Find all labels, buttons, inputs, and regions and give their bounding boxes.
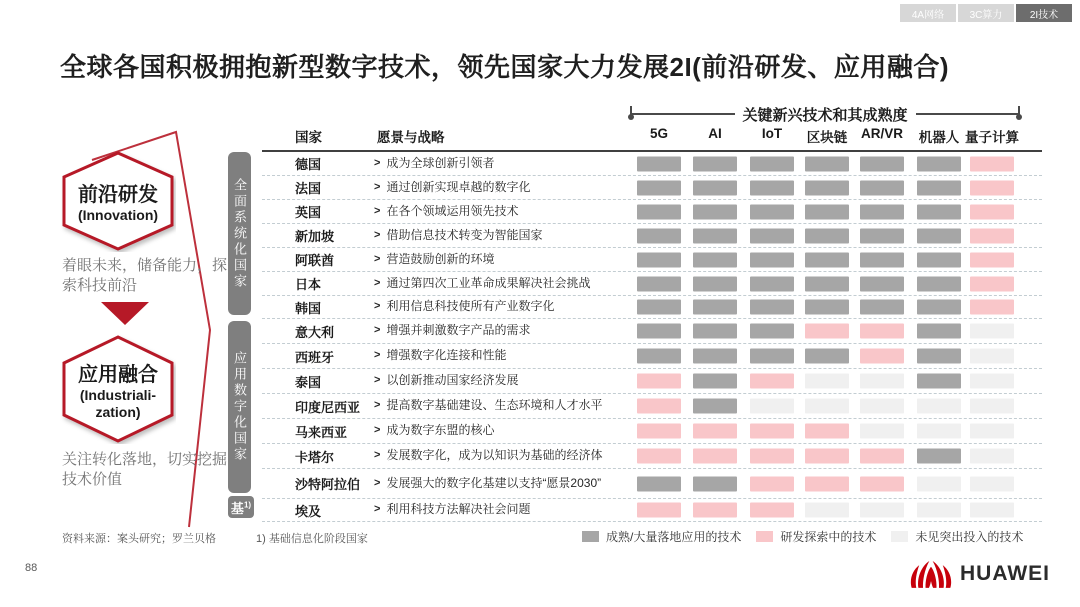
legend-label-none: 未见突出投入的技术 (915, 530, 1024, 544)
tech-cell-量子计算 (970, 204, 1014, 219)
table-row (262, 444, 1042, 469)
huawei-logo (910, 558, 1050, 590)
tech-cell-量子计算 (970, 300, 1014, 315)
tech-cell-5G (637, 374, 681, 389)
tech-cell-AI (693, 156, 737, 171)
stage1-name: 前沿研发 (78, 184, 158, 207)
footnote: 1) 基础信息化阶段国家 (256, 533, 368, 545)
vision-cell (374, 398, 612, 414)
tech-cell-量子计算 (970, 449, 1014, 464)
vision-bullet: > (374, 252, 381, 265)
tech-cell-量子计算 (970, 424, 1014, 439)
vision-bullet: > (374, 204, 381, 217)
country-name: 埃及 (295, 503, 322, 519)
vision-bullet: > (374, 399, 381, 412)
bracket-right-tick (1018, 106, 1020, 116)
vision-text: 增强并刺激数字产品的需求 (386, 323, 531, 338)
table-row (262, 419, 1042, 444)
tech-cell-IoT (750, 156, 794, 171)
tech-cell-量子计算 (970, 349, 1014, 364)
table-row (262, 224, 1042, 248)
country-name: 西班牙 (295, 349, 335, 365)
tech-cell-机器人 (917, 399, 961, 414)
tech-cell-AI (693, 300, 737, 315)
vision-bullet: > (374, 180, 381, 193)
tech-cell-区块链 (805, 204, 849, 219)
vision-cell (374, 373, 612, 389)
tech-cell-机器人 (917, 204, 961, 219)
table-row (262, 248, 1042, 272)
header-country: 国家 (295, 130, 322, 145)
tech-cell-AR/VR (860, 503, 904, 518)
stage2-en-name: (Industriali-zation) (79, 387, 157, 420)
vision-cell (374, 276, 612, 292)
tech-cell-AI (693, 324, 737, 339)
maturity-legend (582, 528, 1023, 545)
tech-cell-AI (693, 374, 737, 389)
stage-industrialization-hexagon (60, 334, 176, 444)
tech-cell-AR/VR (860, 252, 904, 267)
header-vision: 愿景与战略 (377, 130, 445, 145)
tech-cell-量子计算 (970, 503, 1014, 518)
vision-cell (374, 299, 612, 315)
stage2-name: 应用融合 (78, 364, 158, 387)
vision-text: 提高数字基础建设、生态环境和人才水平 (386, 398, 603, 413)
tech-cell-量子计算 (970, 324, 1014, 339)
bracket-left-tick (630, 106, 632, 116)
tech-cell-量子计算 (970, 476, 1014, 491)
tech-cell-AR/VR (860, 399, 904, 414)
header-tech-机器人: 机器人 (918, 130, 960, 145)
header-tech-5G: 5G (649, 126, 668, 141)
tab-4a-network[interactable]: 4A网络 (900, 4, 956, 22)
legend-swatch-none (891, 531, 908, 542)
vision-cell (374, 323, 612, 339)
tech-cell-机器人 (917, 156, 961, 171)
group-bar-application-countries (228, 321, 251, 493)
tech-cell-AR/VR (860, 449, 904, 464)
tech-cell-AR/VR (860, 180, 904, 195)
tech-cell-5G (637, 204, 681, 219)
tech-cell-5G (637, 424, 681, 439)
page-number: 88 (25, 562, 38, 574)
tech-cell-5G (637, 300, 681, 315)
tech-cell-IoT (750, 204, 794, 219)
tech-cell-5G (637, 228, 681, 243)
tech-cell-区块链 (805, 503, 849, 518)
vision-text: 以创新推动国家经济发展 (386, 373, 519, 388)
tech-cell-AI (693, 399, 737, 414)
tech-cell-机器人 (917, 300, 961, 315)
vision-text: 发展数字化，成为以知识为基础的经济体 (386, 448, 603, 463)
tab-3c-computing[interactable]: 3C算力 (958, 4, 1014, 22)
country-name: 英国 (295, 205, 322, 220)
stage1-description: 着眼未来，储备能力，探索科技前沿 (62, 257, 228, 294)
tech-cell-量子计算 (970, 252, 1014, 267)
group-bar-systematic-countries (228, 152, 251, 315)
table-row (262, 296, 1042, 319)
vision-bullet: > (374, 156, 381, 169)
vision-bullet: > (374, 300, 381, 313)
header-tech-IoT: IoT (761, 126, 783, 141)
country-name: 泰国 (295, 374, 322, 390)
tech-cell-AI (693, 276, 737, 291)
tech-cell-IoT (750, 276, 794, 291)
table-header (262, 126, 1042, 150)
tech-cell-IoT (750, 449, 794, 464)
country-name: 日本 (295, 277, 322, 292)
tech-maturity-bracket (630, 106, 1020, 122)
tech-cell-AI (693, 252, 737, 267)
tech-cell-5G (637, 276, 681, 291)
stage1-en-name: (Innovation) (77, 207, 159, 224)
tech-cell-量子计算 (970, 276, 1014, 291)
vision-text: 营造鼓励创新的环境 (386, 251, 495, 266)
tech-cell-AR/VR (860, 276, 904, 291)
tech-cell-5G (637, 252, 681, 267)
tech-cell-区块链 (805, 276, 849, 291)
tech-cell-AR/VR (860, 324, 904, 339)
tech-cell-AR/VR (860, 300, 904, 315)
vision-cell (374, 204, 612, 220)
table-row (262, 469, 1042, 499)
stage2-description: 关注转化落地，切实挖掘技术价值 (62, 451, 228, 488)
stage-innovation-hexagon (60, 150, 176, 252)
tech-cell-区块链 (805, 476, 849, 491)
tech-cell-AR/VR (860, 424, 904, 439)
vision-bullet: > (374, 424, 381, 437)
country-name: 印度尼西亚 (295, 399, 361, 415)
tech-cell-区块链 (805, 252, 849, 267)
tech-cell-IoT (750, 399, 794, 414)
table-rows (262, 152, 1042, 522)
tech-cell-区块链 (805, 228, 849, 243)
vision-cell (374, 502, 612, 518)
source-note: 资料来源：案头研究；罗兰贝格 (62, 533, 216, 545)
tech-cell-区块链 (805, 156, 849, 171)
vision-bullet: > (374, 349, 381, 362)
tech-cell-IoT (750, 324, 794, 339)
page-title: 全球各国积极拥抱新型数字技术，领先国家大力发展2I(前沿研发、应用融合) (60, 52, 950, 82)
huawei-flower-icon (910, 558, 952, 590)
tech-cell-区块链 (805, 424, 849, 439)
header-tech-AI: AI (708, 126, 722, 141)
vision-bullet: > (374, 476, 381, 489)
tech-cell-AI (693, 180, 737, 195)
tech-cell-AI (693, 449, 737, 464)
country-name: 意大利 (295, 324, 335, 340)
tech-cell-AR/VR (860, 156, 904, 171)
tech-cell-IoT (750, 424, 794, 439)
tech-cell-AI (693, 349, 737, 364)
tech-cell-区块链 (805, 180, 849, 195)
tech-cell-5G (637, 476, 681, 491)
legend-item-none (891, 528, 1023, 545)
bracket-label: 关键新兴技术和其成熟度 (742, 106, 908, 124)
tech-cell-IoT (750, 503, 794, 518)
tech-cell-5G (637, 156, 681, 171)
tech-cell-IoT (750, 349, 794, 364)
country-name: 阿联酋 (295, 253, 335, 268)
vision-text: 成为全球创新引领者 (386, 155, 495, 170)
tech-cell-AR/VR (860, 476, 904, 491)
vision-bullet: > (374, 449, 381, 462)
vision-cell (374, 476, 612, 492)
country-name: 马来西亚 (295, 424, 348, 440)
legend-item-research (756, 528, 876, 545)
vision-cell (374, 156, 612, 172)
tech-cell-区块链 (805, 300, 849, 315)
vision-cell (374, 180, 612, 196)
tech-cell-机器人 (917, 228, 961, 243)
header-tech-AR/VR: AR/VR (860, 126, 903, 141)
tech-cell-IoT (750, 252, 794, 267)
tech-cell-AI (693, 204, 737, 219)
tech-cell-5G (637, 399, 681, 414)
group-bar-basic-countries (228, 496, 254, 518)
tech-cell-IoT (750, 300, 794, 315)
legend-swatch-research (756, 531, 773, 542)
vision-text: 利用信息科技使所有产业数字化 (386, 299, 555, 314)
tech-cell-机器人 (917, 374, 961, 389)
slide-tab-strip (900, 4, 1072, 22)
country-name: 韩国 (295, 300, 322, 316)
tech-cell-IoT (750, 476, 794, 491)
vision-cell (374, 348, 612, 364)
vision-cell (374, 423, 612, 439)
table-row (262, 200, 1042, 224)
vision-text: 通过创新实现卓越的数字化 (386, 179, 531, 194)
tech-cell-量子计算 (970, 180, 1014, 195)
tech-cell-区块链 (805, 399, 849, 414)
vision-bullet: > (374, 276, 381, 289)
bracket-line-right (916, 113, 1021, 115)
vision-text: 增强数字化连接和性能 (386, 348, 507, 363)
header-tech-量子计算: 量子计算 (965, 130, 1019, 145)
country-name: 卡塔尔 (295, 449, 335, 465)
country-name: 法国 (295, 181, 322, 196)
tech-cell-5G (637, 503, 681, 518)
tech-cell-5G (637, 349, 681, 364)
vision-text: 发展强大的数字化基建以支持“愿景2030” (386, 475, 602, 490)
legend-label-research: 研发探索中的技术 (780, 530, 877, 544)
group3-label: 基$^{1)}$ (230, 500, 252, 516)
table-row (262, 319, 1042, 344)
tech-cell-AR/VR (860, 228, 904, 243)
tech-cell-机器人 (917, 324, 961, 339)
brand-name: HUAWEI (960, 562, 1050, 585)
tech-cell-量子计算 (970, 228, 1014, 243)
country-name: 沙特阿拉伯 (295, 477, 361, 492)
vision-bullet: > (374, 324, 381, 337)
tab-2i-technology[interactable]: 2I技术 (1016, 4, 1072, 22)
vision-bullet: > (374, 228, 381, 241)
legend-item-mature (582, 528, 741, 545)
legend-swatch-mature (582, 531, 599, 542)
tech-cell-IoT (750, 180, 794, 195)
vision-text: 利用科技方法解决社会问题 (386, 502, 531, 517)
table-row (262, 499, 1042, 522)
table-row (262, 369, 1042, 394)
vision-bullet: > (374, 374, 381, 387)
table-row (262, 176, 1042, 200)
tech-cell-机器人 (917, 180, 961, 195)
tech-cell-量子计算 (970, 156, 1014, 171)
down-arrow-icon (101, 302, 149, 325)
tech-cell-AI (693, 476, 737, 491)
tech-cell-AI (693, 503, 737, 518)
tech-cell-机器人 (917, 349, 961, 364)
table-row (262, 272, 1042, 296)
vision-cell (374, 448, 612, 464)
tech-cell-区块链 (805, 374, 849, 389)
country-name: 德国 (295, 157, 322, 172)
vision-bullet: > (374, 503, 381, 516)
tech-cell-机器人 (917, 476, 961, 491)
header-tech-区块链: 区块链 (806, 130, 848, 145)
tech-cell-5G (637, 449, 681, 464)
tech-cell-机器人 (917, 503, 961, 518)
tech-cell-AI (693, 424, 737, 439)
vision-text: 成为数字东盟的核心 (386, 423, 495, 438)
country-name: 新加坡 (295, 229, 335, 244)
tech-cell-IoT (750, 228, 794, 243)
tech-cell-量子计算 (970, 399, 1014, 414)
vision-cell (374, 252, 612, 268)
vision-cell (374, 228, 612, 244)
table-row (262, 152, 1042, 176)
legend-label-mature: 成熟/大量落地应用的技术 (606, 530, 742, 544)
tech-cell-区块链 (805, 349, 849, 364)
country-technology-table (262, 100, 1042, 525)
tech-cell-机器人 (917, 449, 961, 464)
vision-text: 在各个领域运用领先技术 (386, 203, 519, 218)
tech-cell-5G (637, 180, 681, 195)
table-row (262, 344, 1042, 369)
bracket-line-left (630, 113, 735, 115)
tech-cell-机器人 (917, 276, 961, 291)
tech-cell-量子计算 (970, 374, 1014, 389)
tech-cell-AR/VR (860, 349, 904, 364)
tech-cell-IoT (750, 374, 794, 389)
tech-cell-AR/VR (860, 374, 904, 389)
group1-label: 全面系统化国家 (232, 177, 247, 290)
vision-text: 借助信息技术转变为智能国家 (386, 227, 543, 242)
tech-cell-5G (637, 324, 681, 339)
tech-cell-AR/VR (860, 204, 904, 219)
tech-cell-区块链 (805, 324, 849, 339)
tech-cell-机器人 (917, 252, 961, 267)
group2-label: 应用数字化国家 (232, 351, 247, 463)
vision-text: 通过第四次工业革命成果解决社会挑战 (386, 275, 591, 290)
tech-cell-区块链 (805, 449, 849, 464)
table-row (262, 394, 1042, 419)
tech-cell-AI (693, 228, 737, 243)
tech-cell-机器人 (917, 424, 961, 439)
